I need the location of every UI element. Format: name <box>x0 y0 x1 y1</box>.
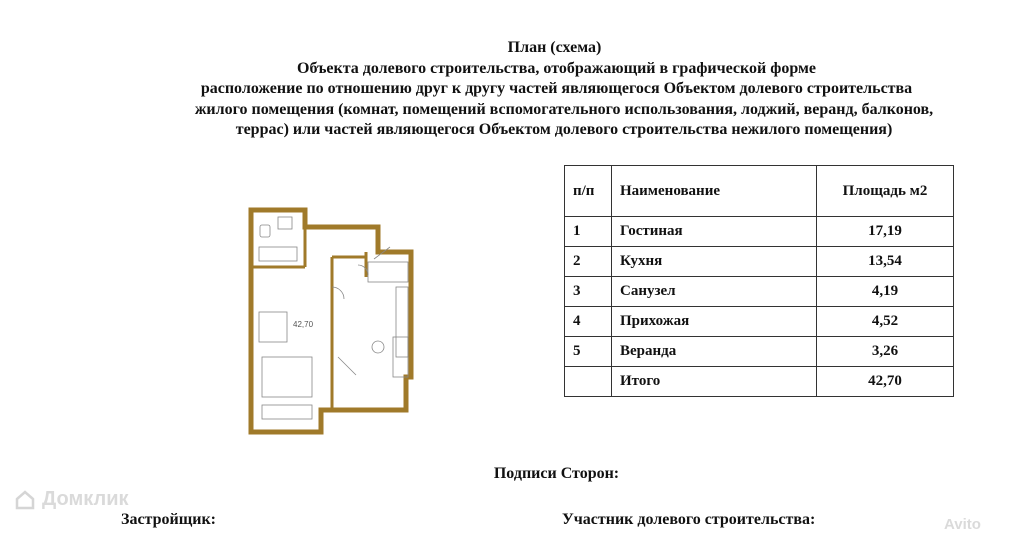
table-row <box>565 307 954 337</box>
table-row <box>565 247 954 277</box>
row-name: Кухня <box>612 247 817 277</box>
row-area: 17,19 <box>817 217 954 247</box>
header-line-2: Объекта долевого строительства, отображающий в графической форме <box>297 59 816 77</box>
house-icon <box>14 489 36 511</box>
row-area: 3,26 <box>817 337 954 367</box>
header-line-5: террас) или частей являющегося Объектом долевого строительства нежилого помещения) <box>235 121 893 138</box>
row-name: Гостиная <box>612 217 817 247</box>
row-name: Итого <box>612 367 817 397</box>
area-table <box>564 165 954 397</box>
table-row <box>565 337 954 367</box>
plan-area-label: 42,70 <box>293 320 314 329</box>
row-num: 5 <box>565 337 612 367</box>
row-num <box>565 367 612 397</box>
header-name: Наименование <box>612 166 817 217</box>
row-area: 42,70 <box>817 367 954 397</box>
floor-plan <box>248 207 423 435</box>
signatures-title-text: Подписи Сторон: <box>493 465 620 482</box>
row-area: 4,19 <box>817 277 954 307</box>
participant-label: Участник долевого строительства: <box>562 511 816 528</box>
header-num: п/п <box>565 166 612 217</box>
document-header <box>0 38 1023 141</box>
header-line-3: расположение по отношению друг к другу частей являющегося Объектом долевого строительства <box>200 80 913 97</box>
table-total-row <box>565 367 954 397</box>
row-name: Веранда <box>612 337 817 367</box>
row-num: 3 <box>565 277 612 307</box>
row-name: Прихожая <box>612 307 817 337</box>
row-area: 4,52 <box>817 307 954 337</box>
domclick-watermark <box>14 488 129 511</box>
header-area: Площадь м2 <box>817 166 954 217</box>
table-row <box>565 217 954 247</box>
table-header-row <box>565 166 954 217</box>
row-area: 13,54 <box>817 247 954 277</box>
row-name: Санузел <box>612 277 817 307</box>
row-num: 1 <box>565 217 612 247</box>
signatures-title <box>0 465 1023 483</box>
header-line-1: План (схема) <box>507 39 602 56</box>
developer-label: Застройщик: <box>121 511 216 528</box>
avito-watermark: Avito <box>944 516 981 533</box>
domclick-watermark-text: Домклик <box>42 488 129 510</box>
header-line-4: жилого помещения (комнат, помещений вспомогательного использования, лоджий, веранд, балконов, <box>194 100 934 118</box>
table-row <box>565 277 954 307</box>
row-num: 2 <box>565 247 612 277</box>
row-num: 4 <box>565 307 612 337</box>
